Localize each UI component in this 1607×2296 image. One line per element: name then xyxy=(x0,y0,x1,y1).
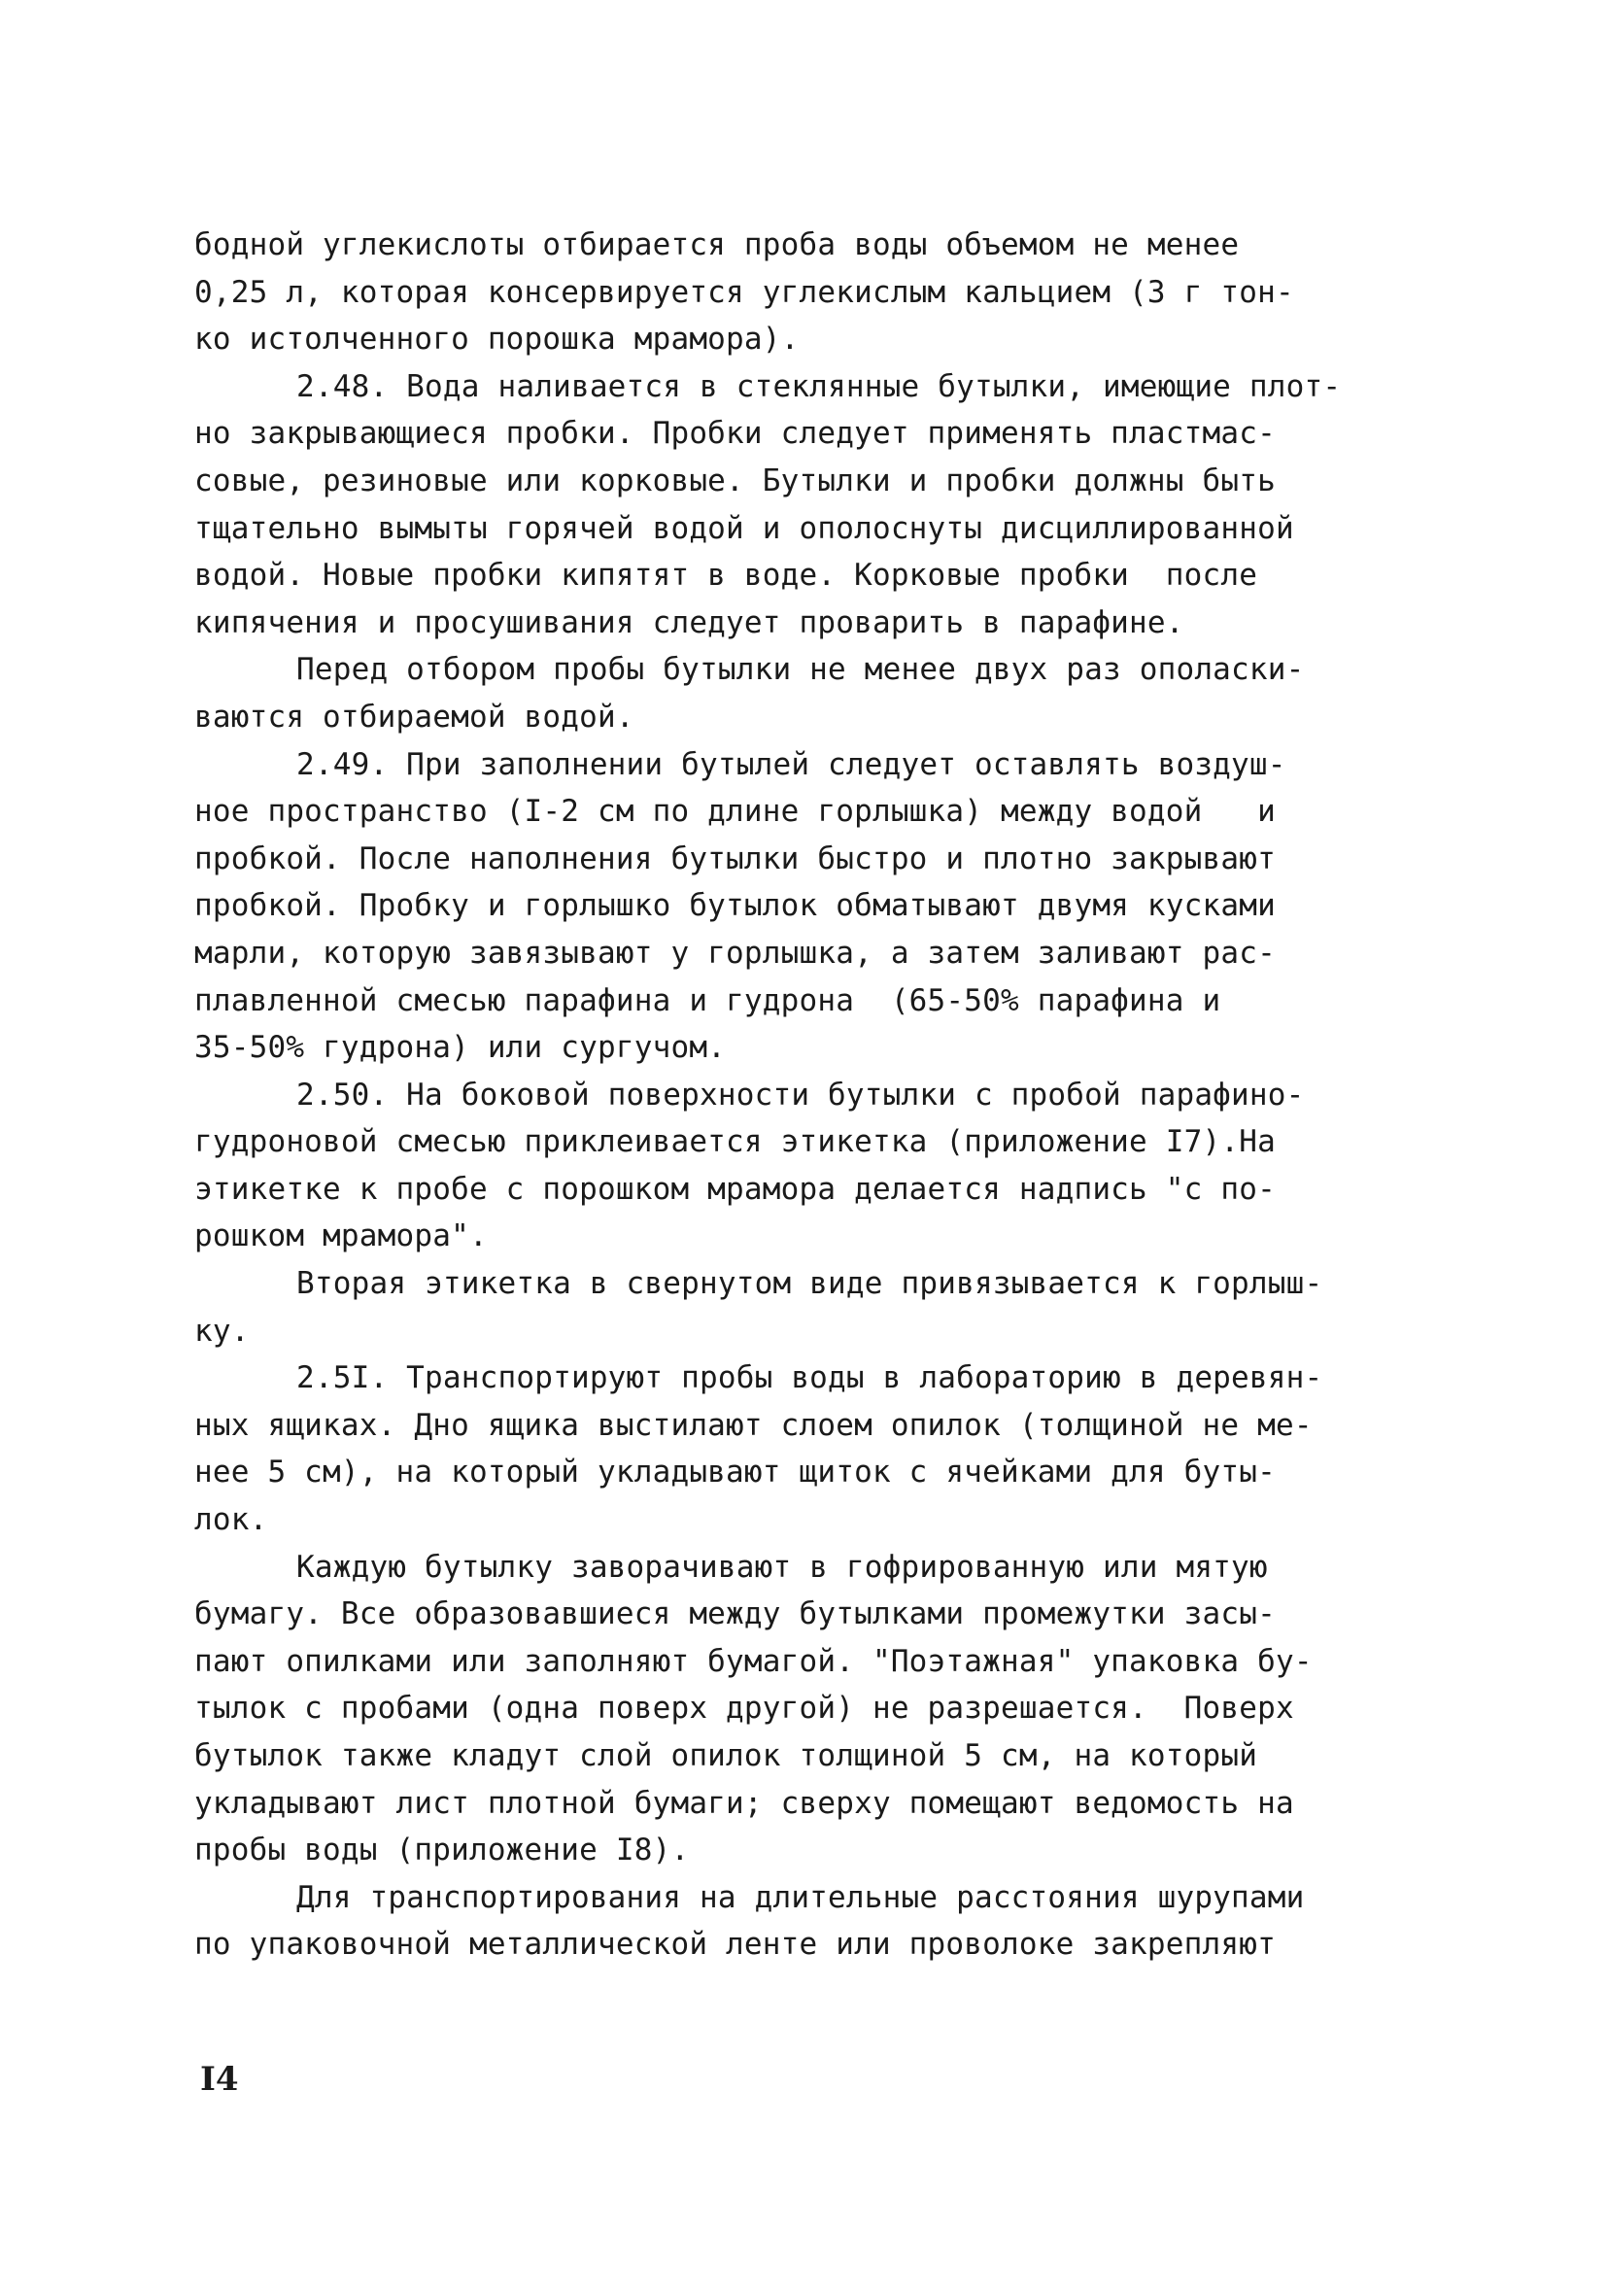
paragraph xyxy=(194,1354,1419,1543)
text-line: Для транспортирования на длительные расстояния шурупами xyxy=(296,1879,1305,1915)
paragraph xyxy=(194,646,1419,740)
text-line: этикетке к пробе с порошком мрамора делается надпись "с по- xyxy=(194,1171,1276,1207)
page-number: I4 xyxy=(200,2060,239,2099)
text-line: пают опилками или заполняют бумагой. "Поэтажная" упаковка бу- xyxy=(194,1643,1313,1679)
text-line: совые, резиновые или корковые. Бутылки и пробки должны быть xyxy=(194,463,1276,498)
text-line: марли, которую завязывают у горлышка, а затем заливают рас- xyxy=(194,935,1276,971)
text-line: лок. xyxy=(194,1502,268,1538)
text-line: укладывают лист плотной бумаги; сверху помещают ведомость на xyxy=(194,1785,1294,1821)
paragraph xyxy=(194,222,1419,363)
text-line: плавленной смесью парафина и гудрона (65-50% парафина и xyxy=(194,982,1221,1018)
text-line: бумагу. Все образовавшиеся между бутылками промежутки засы- xyxy=(194,1596,1276,1632)
paragraph xyxy=(194,1072,1419,1260)
text-line: 2.50. На боковой поверхности бутылки с пробой парафино- xyxy=(296,1077,1305,1113)
paragraph xyxy=(194,1260,1419,1354)
text-line: гудроновой смесью приклеивается этикетка (приложение I7).На xyxy=(194,1124,1276,1160)
paragraph xyxy=(194,1544,1419,1874)
paragraph xyxy=(194,1874,1419,1969)
paragraph xyxy=(194,741,1419,1072)
text-line: водой. Новые пробки кипятят в воде. Корковые пробки после xyxy=(194,558,1258,594)
text-line: пробкой. Пробку и горлышко бутылок обматывают двумя кусками xyxy=(194,888,1276,924)
text-line: 2.5I. Транспортируют пробы воды в лабораторию в деревян- xyxy=(296,1360,1323,1396)
text-line: 2.49. При заполнении бутылей следует оставлять воздуш- xyxy=(296,746,1286,782)
text-line: Каждую бутылку заворачивают в гофрированную или мятую xyxy=(296,1549,1268,1585)
text-line: но закрывающиеся пробки. Пробки следует применять пластмас- xyxy=(194,416,1276,452)
text-line: тылок с пробами (одна поверх другой) не разрешается. Поверх xyxy=(194,1691,1294,1727)
text-line: 2.48. Вода наливается в стеклянные бутылки, имеющие плот- xyxy=(296,368,1342,404)
text-line: по упаковочной металлической ленте или проволоке закрепляют xyxy=(194,1927,1276,1963)
text-line: Вторая этикетка в свернутом виде привязывается к горлыш- xyxy=(296,1266,1323,1302)
text-line: пробы воды (приложение I8). xyxy=(194,1833,690,1868)
text-line: нее 5 см), на который укладывают щиток с ячейками для буты- xyxy=(194,1455,1276,1491)
text-line: 35-50% гудрона) или сургучом. xyxy=(194,1030,727,1066)
text-line: тщательно вымыты горячей водой и ополоснуты дисциллированной xyxy=(194,510,1294,546)
text-line: бодной углекислоты отбирается проба воды объемом не менее xyxy=(194,227,1240,262)
document-body xyxy=(194,222,1419,1969)
text-line: рошком мрамора". xyxy=(194,1218,488,1254)
text-line: Перед отбором пробы бутылки не менее двух раз ополаски- xyxy=(296,652,1305,688)
text-line: 0,25 л, которая консервируется углекислым кальцием (3 г тон- xyxy=(194,274,1294,310)
text-line: ных ящиках. Дно ящика выстилают слоем опилок (толщиной не ме- xyxy=(194,1407,1313,1443)
text-line: пробкой. После наполнения бутылки быстро и плотно закрывают xyxy=(194,840,1276,876)
text-line: ное пространство (I-2 см по длине горлышка) между водой и xyxy=(194,794,1276,830)
text-line: ку. xyxy=(194,1313,250,1349)
text-line: ваются отбираемой водой. xyxy=(194,699,634,735)
text-line: кипячения и просушивания следует проварить в парафине. xyxy=(194,604,1184,640)
text-line: бутылок также кладут слой опилок толщиной 5 см, на который xyxy=(194,1738,1258,1773)
text-line: ко истолченного порошка мрамора). xyxy=(194,322,800,358)
paragraph xyxy=(194,363,1419,647)
